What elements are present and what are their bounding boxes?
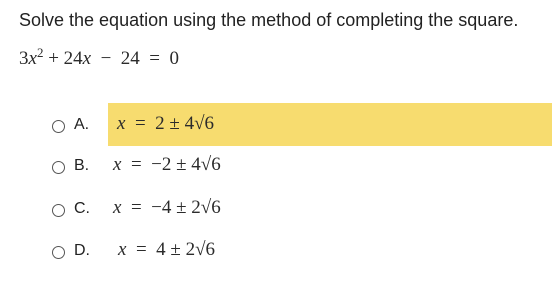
option-b-answer: [113, 154, 221, 176]
option-d-expression: = 4 ± 2√6: [126, 239, 216, 260]
option-c-letter: C.: [74, 200, 90, 217]
radio-button-c[interactable]: [52, 204, 65, 217]
question-text: Solve the equation using the method of completing the square.: [19, 10, 519, 30]
radio-button-b[interactable]: [52, 161, 65, 174]
option-b-variable: x: [113, 154, 122, 175]
option-d-answer: [118, 239, 215, 261]
equation-variable: x: [28, 48, 37, 69]
radio-button-a[interactable]: [52, 120, 65, 133]
equation-linear-term: + 24: [43, 48, 83, 69]
option-b-expression: = −2 ± 4√6: [121, 154, 221, 175]
equation-coefficient: 3: [19, 48, 29, 69]
option-b-letter: B.: [74, 157, 90, 174]
option-c-variable: x: [113, 197, 122, 218]
equation: [19, 45, 180, 70]
option-c-expression: = −4 ± 2√6: [121, 197, 221, 218]
option-a-answer: [117, 113, 214, 135]
option-c-answer: [113, 197, 221, 219]
radio-button-d[interactable]: [52, 246, 65, 259]
option-a-letter: A.: [74, 116, 90, 133]
option-d-letter: D.: [74, 242, 90, 259]
option-a-expression: = 2 ± 4√6: [125, 113, 215, 134]
equation-exponent: 2: [36, 45, 44, 60]
option-a-variable: x: [117, 113, 126, 134]
equation-tail: − 24 = 0: [91, 48, 180, 69]
option-d-variable: x: [118, 239, 127, 260]
equation-variable-2: x: [82, 48, 92, 69]
